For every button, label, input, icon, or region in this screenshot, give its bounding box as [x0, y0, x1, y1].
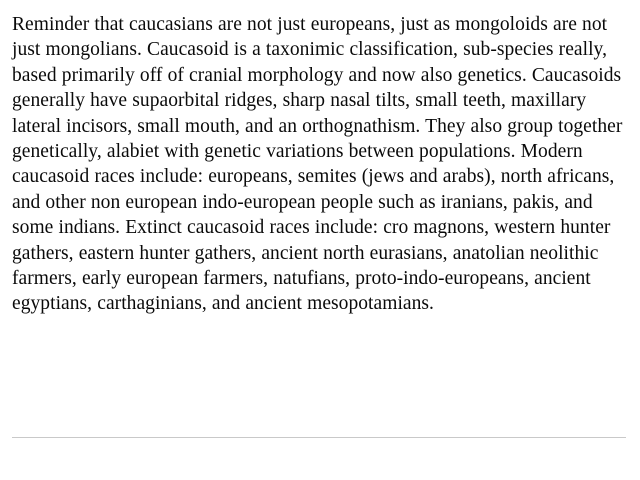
horizontal-divider: [12, 437, 626, 438]
document-paragraph: Reminder that caucasians are not just europeans, just as mongoloids are not just mongolians. Caucasoid is a taxonimic classification, sub-species really, based primarily off of cranial morphology and now also genetics. Caucasoids generally have supaorbital ridges, sharp nasal tilts, small teeth, maxillary lateral incisors, small mouth, and an orthognathism. They also group together genetically, alabiet with genetic variations between populations. Modern caucasoid races include: europeans, semites (jews and arabs), north africans, and other non european indo-european people such as iranians, pakis, and some indians. Extinct caucasoid races include: cro magnons, western hunter gathers, eastern hunter gathers, ancient north eurasians, anatolian neolithic farmers, early european farmers, natufians, proto-indo-europeans, ancient egyptians, carthaginians, and ancient mesopotamians.: [12, 14, 623, 315]
